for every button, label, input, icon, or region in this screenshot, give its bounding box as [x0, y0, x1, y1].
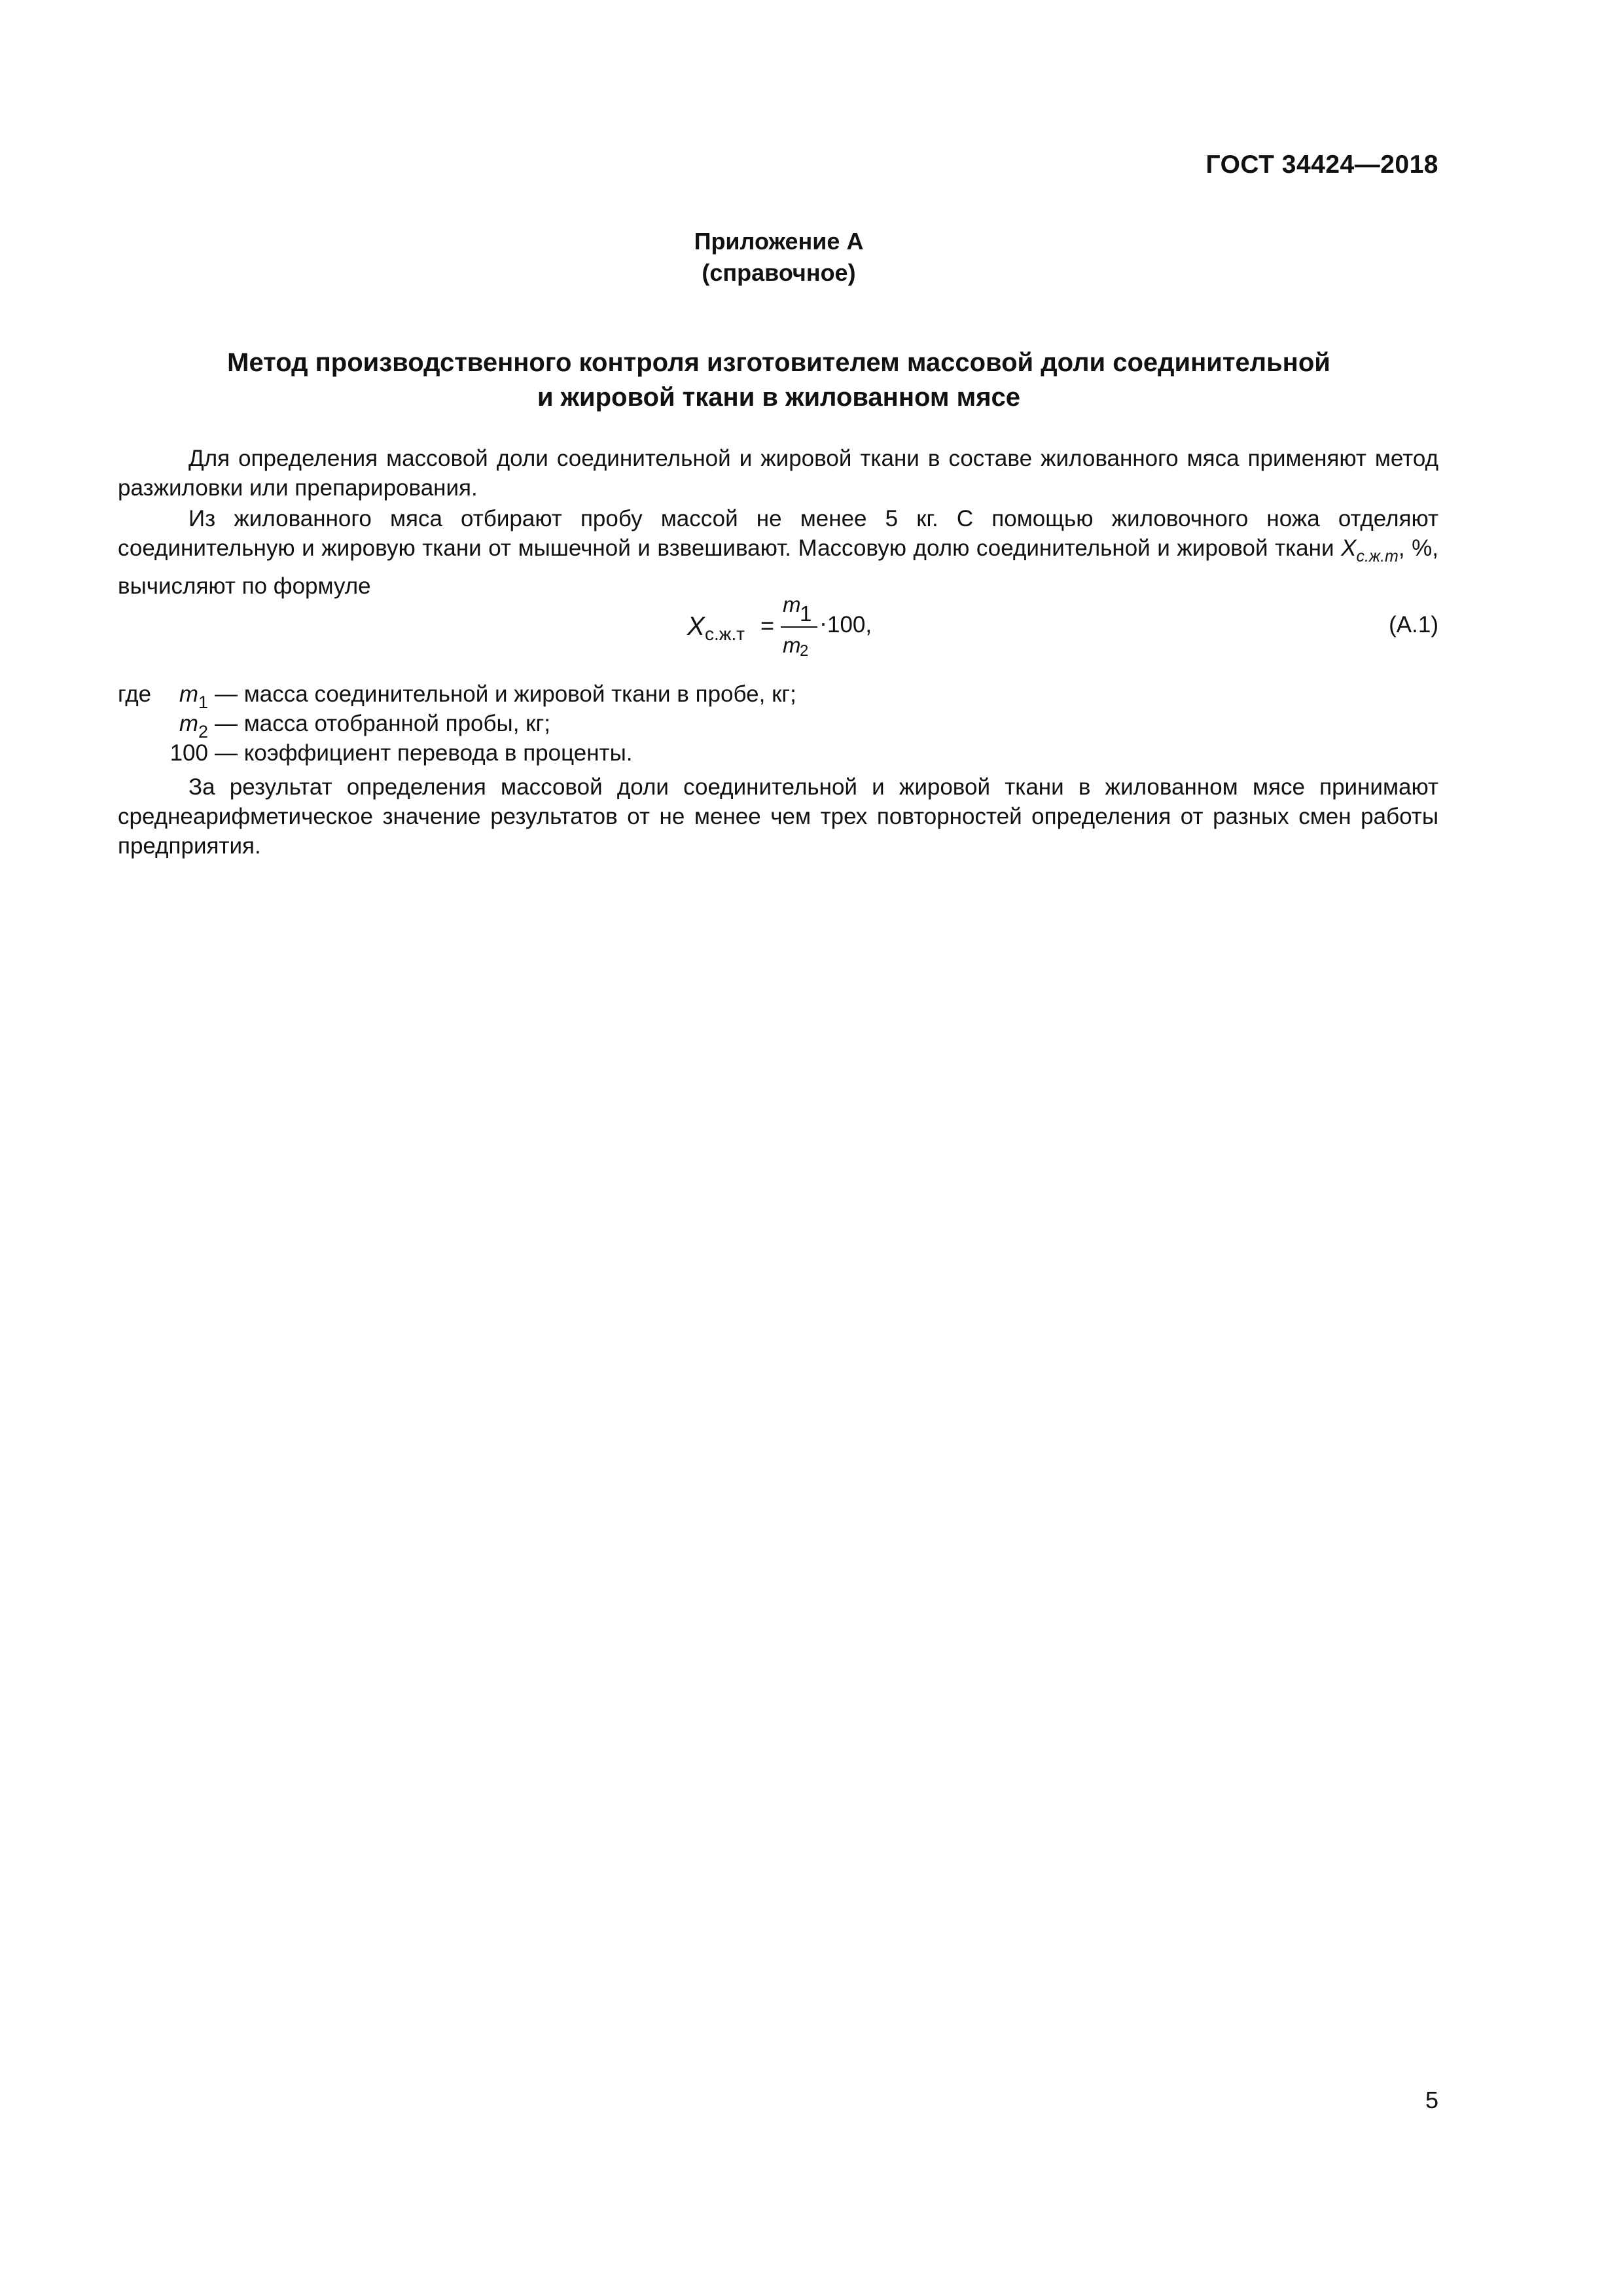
legend-item [118, 738, 1438, 768]
formula-fraction-bar [781, 626, 817, 628]
page-number: 5 [1425, 2087, 1438, 2113]
standard-identifier: ГОСТ 34424—2018 [1205, 151, 1438, 179]
legend-symbol-m2: m [179, 711, 198, 736]
formula-a1 [0, 592, 1623, 671]
annex-status: (справочное) [702, 259, 856, 286]
legend-item [118, 709, 1438, 742]
annex-heading [0, 226, 1558, 289]
paragraph-result [118, 772, 1438, 861]
section-title-line-1: Метод производственного контроля изготовителем массовой доли соединительной [227, 348, 1330, 377]
paragraph-sampling-tail: , %, вычисляют по формуле [118, 535, 1439, 599]
formula-coefficient: 100, [827, 612, 872, 637]
formula-denominator-symbol: m [783, 633, 801, 657]
legend-definition: — масса соединительной и жировой ткани в пробе, кг; [215, 681, 796, 707]
formula-numerator-sub: 1 [800, 601, 812, 626]
formula-denominator-sub: 2 [800, 642, 809, 660]
formula-numerator-symbol: m [783, 592, 801, 617]
section-title [0, 346, 1558, 415]
paragraph-method-text: Для определения массовой доли соединительной и жировой ткани в составе жилованного мяса применяют метод разжиловки или препарирования. [118, 446, 1438, 501]
formula-equals: = [760, 612, 775, 639]
section-title-line-2: и жировой ткани в жилованном мясе [537, 383, 1021, 412]
legend-symbol-m1-sub: 1 [198, 692, 208, 712]
formula-legend [118, 679, 1438, 768]
formula-multiply-dot: · [819, 609, 827, 636]
formula-lhs-symbol: X [687, 612, 705, 641]
formula-lhs-sub: с.ж.т [705, 624, 745, 644]
paragraph-symbol-x-sub: с.ж.т [1356, 547, 1399, 565]
paragraph-sampling-text [118, 504, 1438, 601]
legend-where: где [118, 681, 152, 707]
legend-item [118, 679, 1438, 712]
legend-symbol-100: 100 [169, 740, 208, 766]
paragraph-method [118, 444, 1438, 503]
paragraph-sampling-body: Из жилованного мяса отбирают пробу массой не менее 5 кг. С помощью жиловочного ножа отделяют соединительную и жировую ткани от мышечной и взвешивают. Массовую долю соединительной и жировой ткани [118, 506, 1438, 561]
paragraph-symbol-x: X [1341, 535, 1357, 561]
legend-definition: — масса отобранной пробы, кг; [215, 711, 550, 736]
formula-label: (А.1) [1389, 612, 1438, 637]
legend-symbol-m1: m [179, 681, 198, 707]
legend-symbol-m2-sub: 2 [198, 722, 208, 742]
paragraph-sampling [118, 504, 1438, 601]
annex-title: Приложение А [694, 228, 864, 255]
paragraph-result-text: За результат определения массовой доли соединительной и жировой ткани в жилованном мясе принимают среднеарифметическое значение результатов от не менее чем трех повторностей определения от разных смен работы предприятия. [118, 774, 1438, 859]
legend-definition: — коэффициент перевода в проценты. [215, 740, 633, 766]
